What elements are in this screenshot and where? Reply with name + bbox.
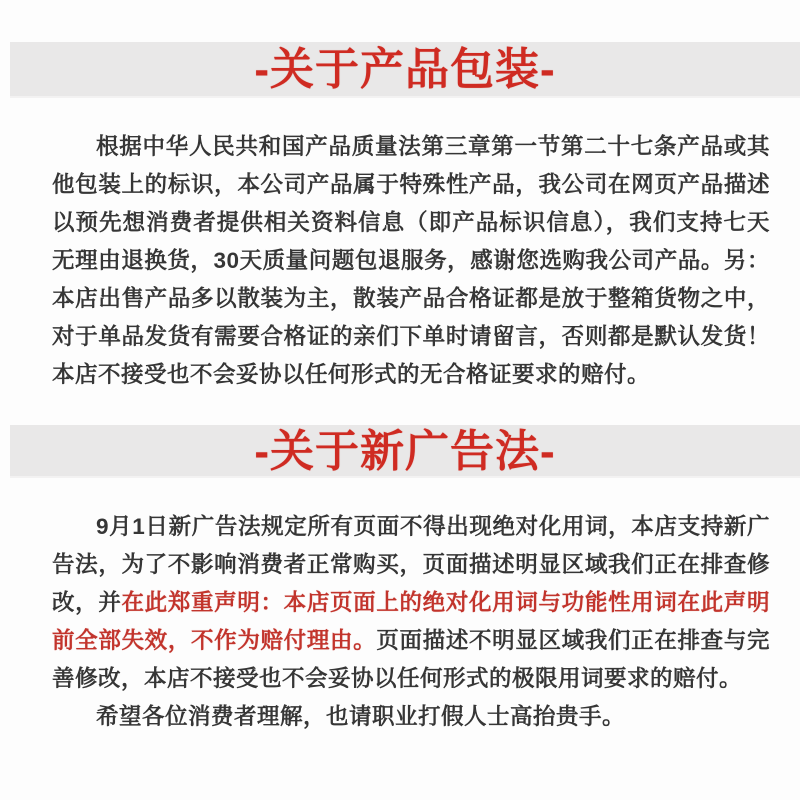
section-title-bar-ad-law xyxy=(10,425,800,478)
text-segment: 9月1日新广告法规定所有页面不得出现绝对化用词，本店支持新广告法，为了不影响消费者正常购买，页面描述明显区域我们正在排查修改，并 xyxy=(52,514,770,615)
section-title-packaging: -关于产品包装- xyxy=(254,45,556,94)
section-title-ad-law: -关于新广告法- xyxy=(254,426,556,476)
section-title-bar-packaging xyxy=(10,42,800,98)
packaging-paragraph xyxy=(52,128,770,394)
text-segment: 根据中华人民共和国产品质量法第三章第一节第二十七条产品或其他包装上的标识，本公司产品属于特殊性产品，我公司在网页产品描述以预先想消费者提供相关资料信息（即产品标识信息），我们支持七天无理由退换货，30天质量问题包退服务，感谢您选购我公司产品。另：本店出售产品多以散装为主，散装产品合格证都是放于整箱货物之中，对于单品发货有需要合格证的亲们下单时请留言，否则都是默认发货！本店不接受也不会妥协以任何形式的无合格证要求的赔付。 xyxy=(52,134,770,387)
text-segment: 页面描述不明显区域我们正在排查与完善修改，本店不接受也不会妥协以任何形式的极限用词要求的赔付。 xyxy=(52,628,770,691)
ad-law-paragraph-block xyxy=(52,508,770,736)
ad-law-paragraph xyxy=(52,508,770,698)
ad-law-closing-paragraph xyxy=(52,698,770,736)
text-segment: 希望各位消费者理解，也请职业打假人士高抬贵手。 xyxy=(96,704,626,729)
red-disclaimer-segment: 在此郑重声明：本店页面上的绝对化用词与功能性用词在此声明前全部失效，不作为赔付理由。 xyxy=(52,590,770,653)
packaging-paragraph-block xyxy=(52,128,770,394)
